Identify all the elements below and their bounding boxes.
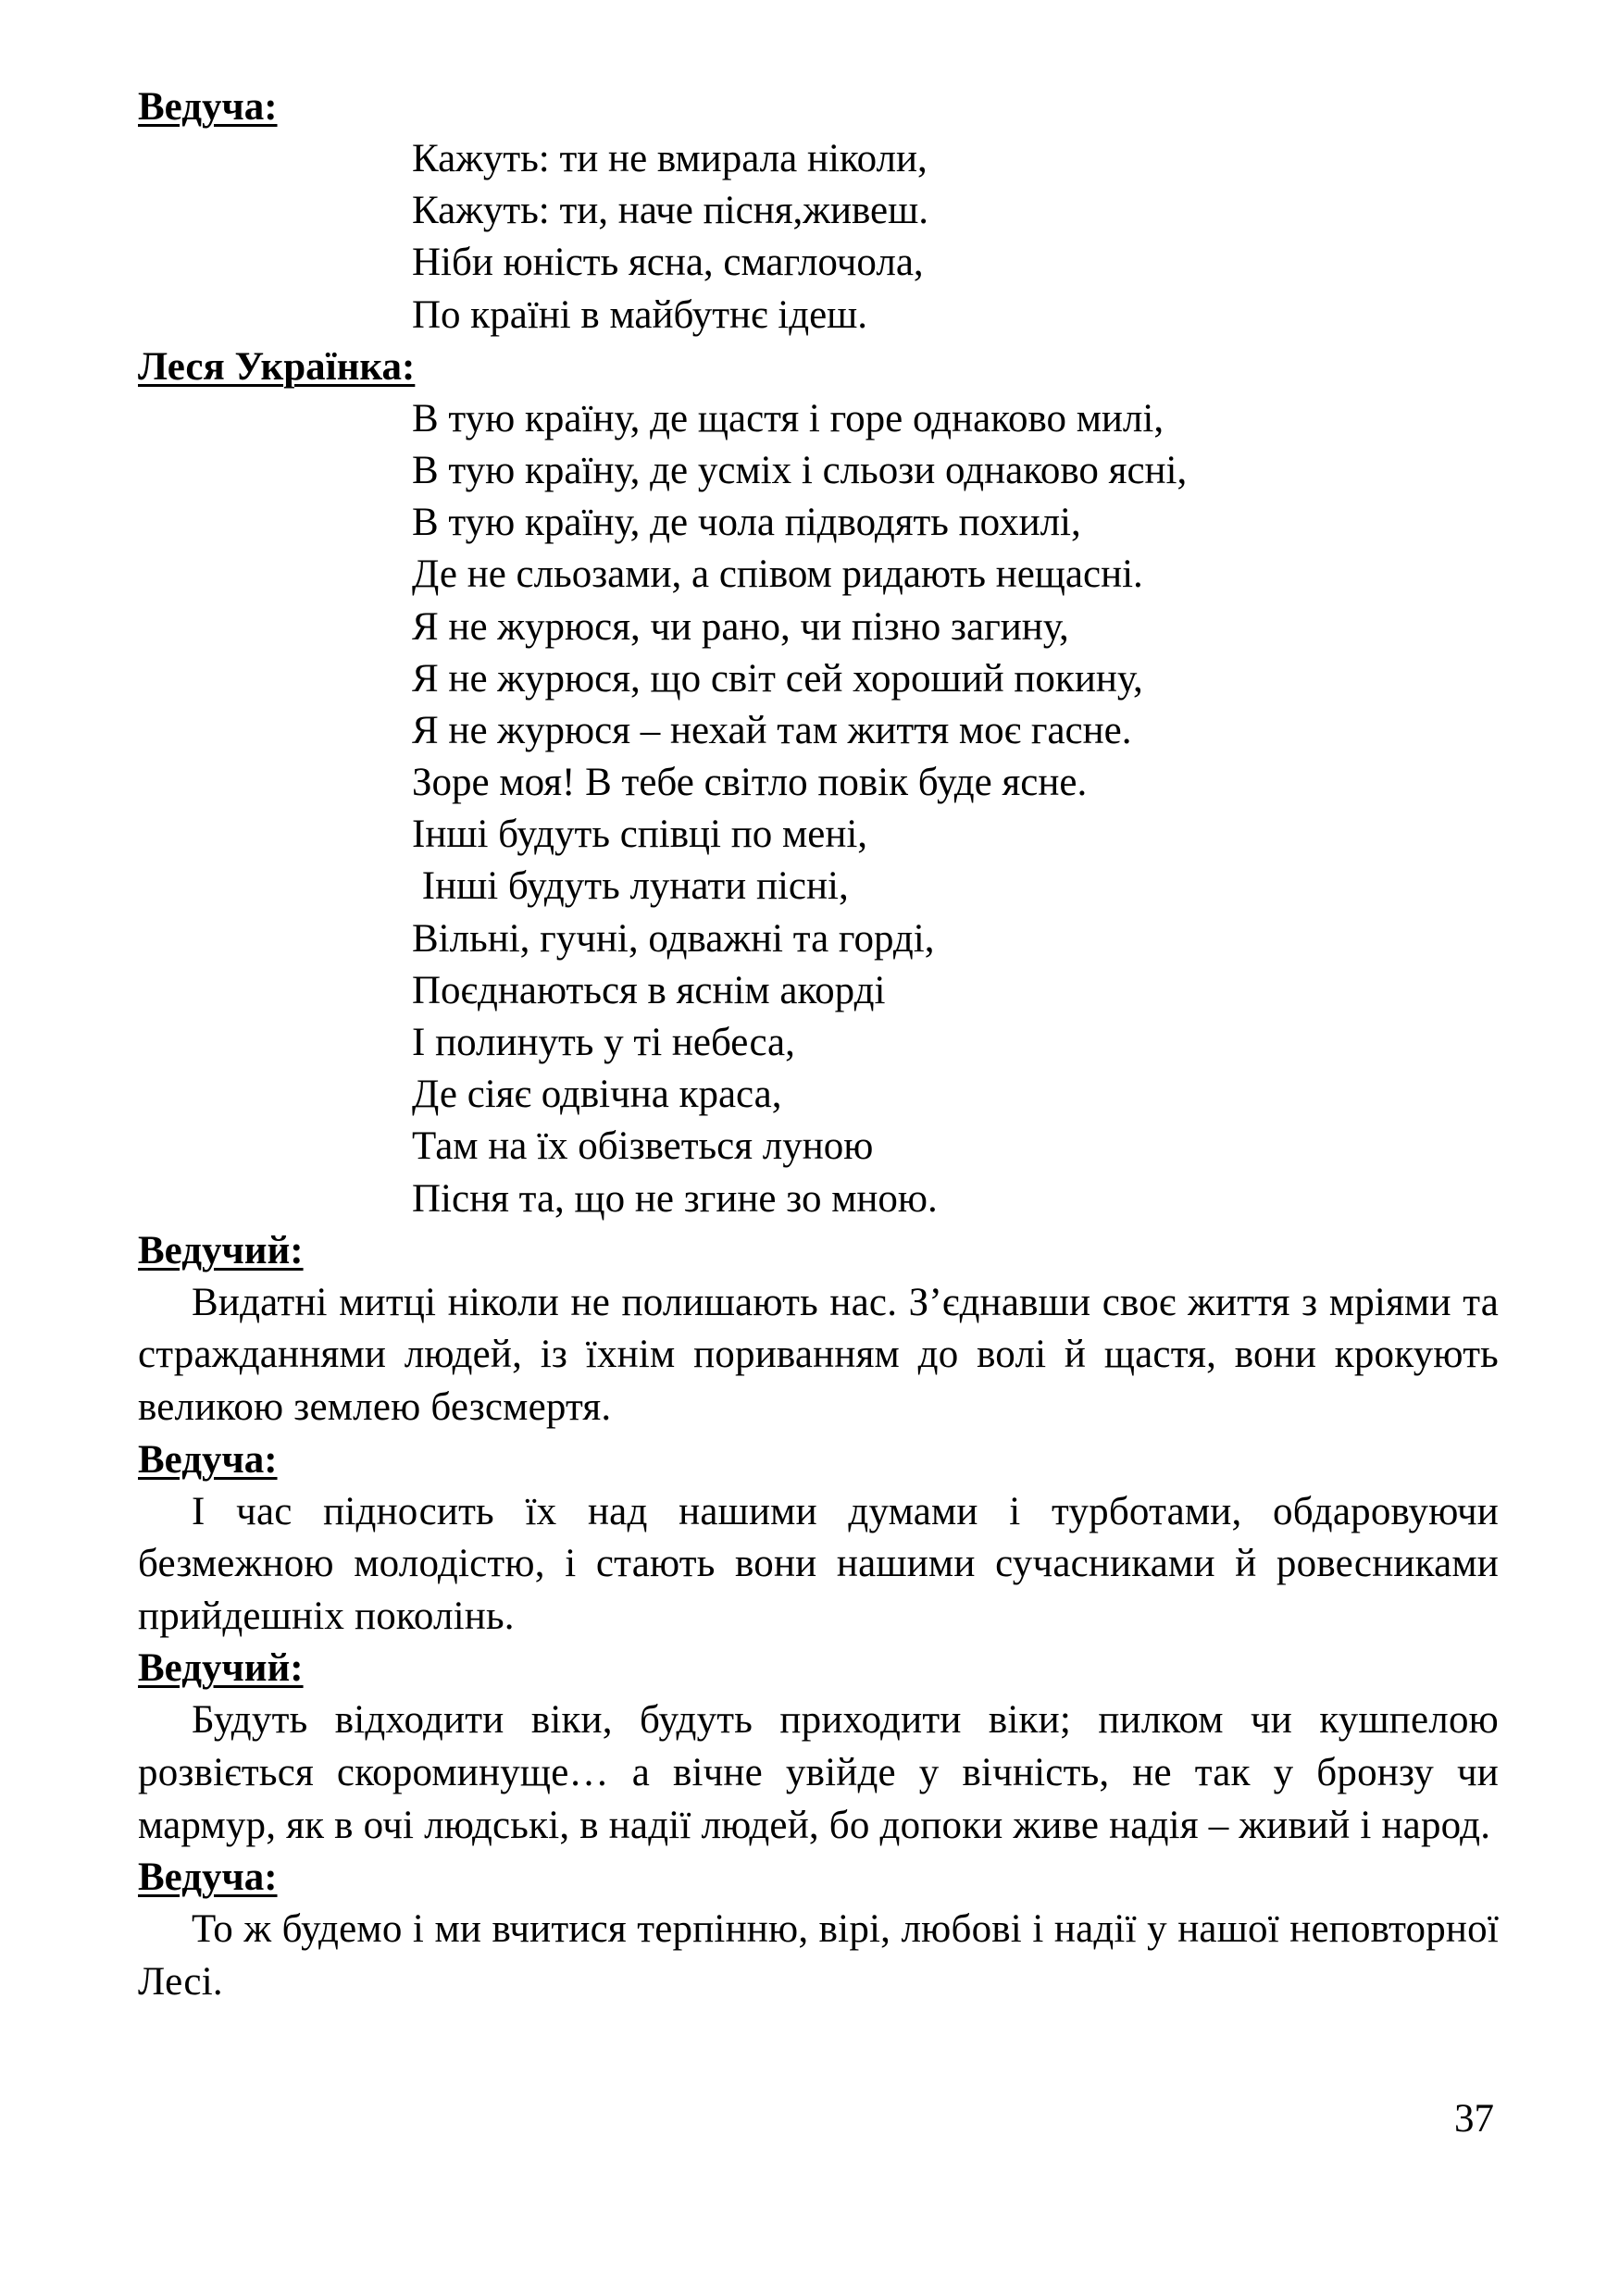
prose-paragraph: Будуть відходити віки, будуть приходити віки; пилком чи кушпелою розвіється скороминуще… а вічне увійде у вічність, не так у бронзу чи мармур, як в очі людські, в надії людей, бо допоки живе надія – живий і народ.: [138, 1698, 1499, 1847]
speaker-label: Ведуча:: [138, 1855, 278, 1900]
poem-line: Кажуть: ти, наче пісня,живеш.: [412, 189, 928, 233]
poem-line: Вільні, гучні, одважні та горді,: [412, 916, 935, 961]
poem-line: В тую країну, де чола підводять похилі,: [412, 501, 1081, 545]
poem-line: Пісня та, що не згине зо мною.: [412, 1176, 938, 1221]
poem-stanza: [412, 393, 1499, 1225]
poem-line: По країні в майбутнє ідеш.: [412, 292, 868, 337]
speaker-label: Ведучий:: [138, 1228, 304, 1272]
poem-line: Там на їх обізветься луною: [412, 1124, 874, 1169]
speaker-label: Ведуча:: [138, 1437, 278, 1482]
poem-line: І полинуть у ті небеса,: [412, 1021, 795, 1064]
speaker-label: Ведучий:: [138, 1646, 304, 1691]
poem-line: Де сіяє одвічна краса,: [412, 1073, 782, 1117]
poem-line: Інші будуть лунати пісні,: [412, 864, 849, 909]
poem-line: Ніби юність ясна, смаглочола,: [412, 241, 924, 285]
speaker-label: Ведуча:: [138, 85, 278, 129]
poem-line: Кажуть: ти не вмирала ніколи,: [412, 137, 928, 180]
poem-line: Я не журюся – нехай там життя моє гасне.: [412, 708, 1132, 752]
poem-line: Я не журюся, що світ сей хороший покину,: [412, 656, 1143, 701]
speaker-label: Леся Українка:: [138, 344, 416, 389]
poem-line: Інші будуть співці по мені,: [412, 813, 868, 857]
page-content: [138, 81, 1499, 2008]
poem-line: Я не журюся, чи рано, чи пізно загину,: [412, 604, 1069, 649]
page-number: 37: [1454, 2097, 1494, 2141]
poem-stanza: [412, 133, 1499, 341]
poem-line: В тую країну, де усміх і сльози однаково ясні,: [412, 448, 1188, 492]
prose-paragraph: І час підносить їх над нашими думами і турботами, обдаровуючи безмежною молодістю, і стають вони нашими сучасниками й ровесниками прийдешніх поколінь.: [138, 1489, 1499, 1638]
poem-line: В тую країну, де щастя і горе однаково милі,: [412, 396, 1164, 441]
poem-line: Поєднаються в яснім акорді: [412, 968, 886, 1012]
prose-paragraph: То ж будемо і ми вчитися терпінню, вірі, любові і надії у нашої неповторної Лесі.: [138, 1907, 1499, 2004]
prose-paragraph: Видатні митці ніколи не полишають нас. З’єднавши своє життя з мріями та стражданнями людей, із їхнім пориванням до волі й щастя, вони крокують великою землею безсмертя.: [138, 1280, 1499, 1429]
poem-line: Зоре моя! В тебе світло повік буде ясне.: [412, 761, 1088, 805]
poem-line: Де не сльозами, а співом ридають нещасні.: [412, 552, 1143, 597]
